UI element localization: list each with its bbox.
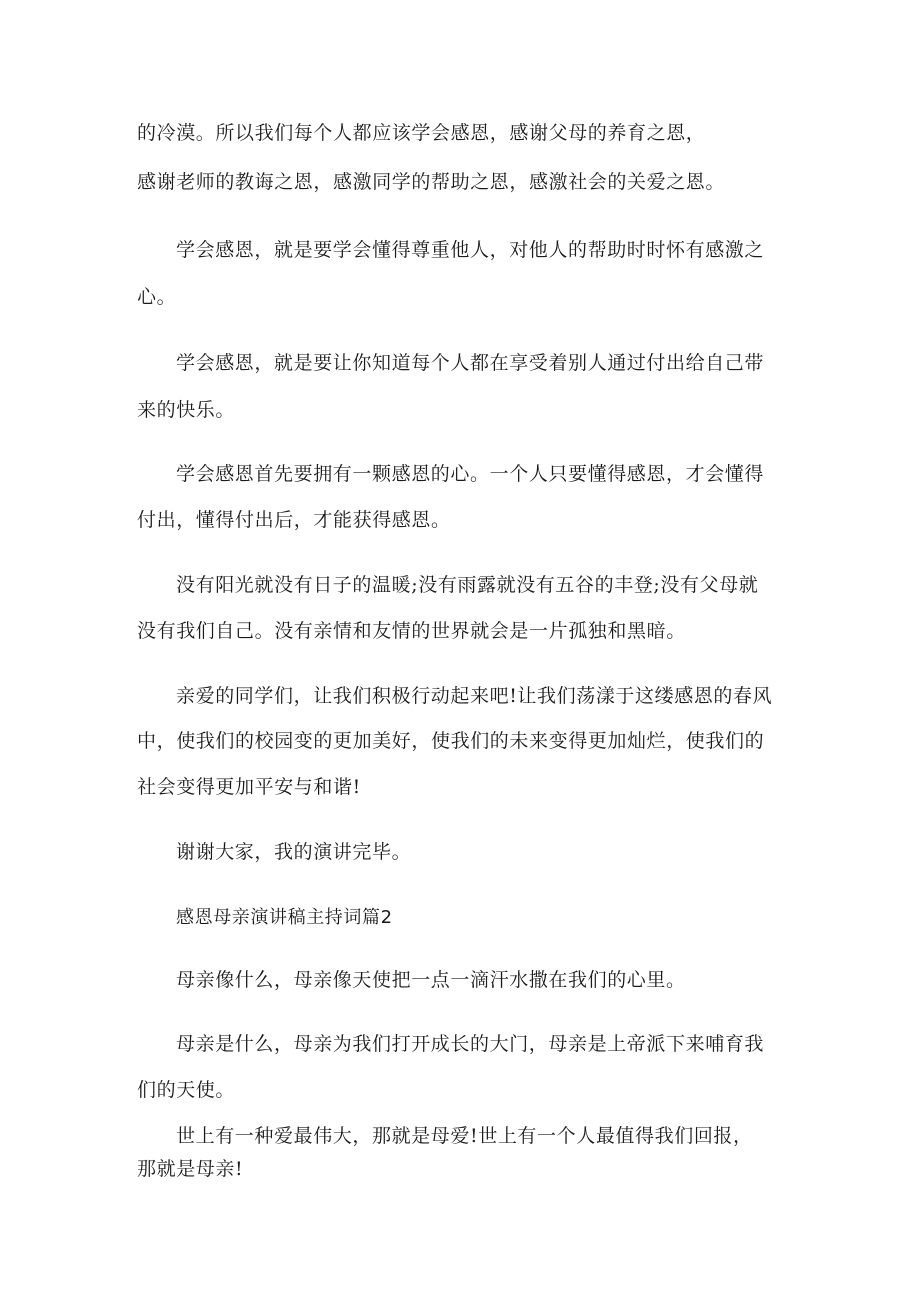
- p10-line2: 那就是母亲!: [137, 1158, 244, 1180]
- p6-line1: 亲爱的同学们，让我们积极行动起来吧!让我们荡漾于这缕感恩的春风: [176, 685, 773, 707]
- p4-line2: 付出，懂得付出后，才能获得感恩。: [137, 509, 451, 531]
- p6-line3: 社会变得更加平安与和谐!: [137, 776, 361, 798]
- p2-line1: 学会感恩，就是要学会懂得尊重他人，对他人的帮助时时怀有感激之: [176, 239, 765, 261]
- p5-line2: 没有我们自己。没有亲情和友情的世界就会是一片孤独和黑暗。: [137, 620, 686, 642]
- p2-line2: 心。: [137, 286, 177, 308]
- p4-line1: 学会感恩首先要拥有一颗感恩的心。一个人只要懂得感恩，才会懂得: [176, 463, 765, 485]
- p3-line2: 来的快乐。: [137, 399, 236, 421]
- p3-line1: 学会感恩，就是要让你知道每个人都在享受着别人通过付出给自己带: [176, 352, 765, 374]
- p8-line1: 母亲像什么，母亲像天使把一点一滴汗水撒在我们的心里。: [176, 969, 686, 991]
- p10-line1: 世上有一种爱最伟大，那就是母爱!世上有一个人最值得我们回报，: [176, 1125, 753, 1147]
- p9-line2: 们的天使。: [137, 1079, 236, 1101]
- section-heading: 感恩母亲演讲稿主持词篇2: [176, 907, 393, 928]
- p9-line1: 母亲是什么，母亲为我们打开成长的大门，母亲是上帝派下来哺育我: [176, 1033, 765, 1055]
- p6-line2: 中，使我们的校园变的更加美好，使我们的未来变得更加灿烂，使我们的: [137, 730, 765, 752]
- p1-line1: 的冷漠。所以我们每个人都应该学会感恩，感谢父母的养育之恩，: [137, 122, 706, 144]
- p5-line1: 没有阳光就没有日子的温暖;没有雨露就没有五谷的丰登;没有父母就: [176, 574, 759, 596]
- p7-line1: 谢谢大家，我的演讲完毕。: [176, 841, 412, 863]
- p1-line2: 感谢老师的教诲之恩，感激同学的帮助之恩，感激社会的关爱之恩。: [137, 171, 726, 193]
